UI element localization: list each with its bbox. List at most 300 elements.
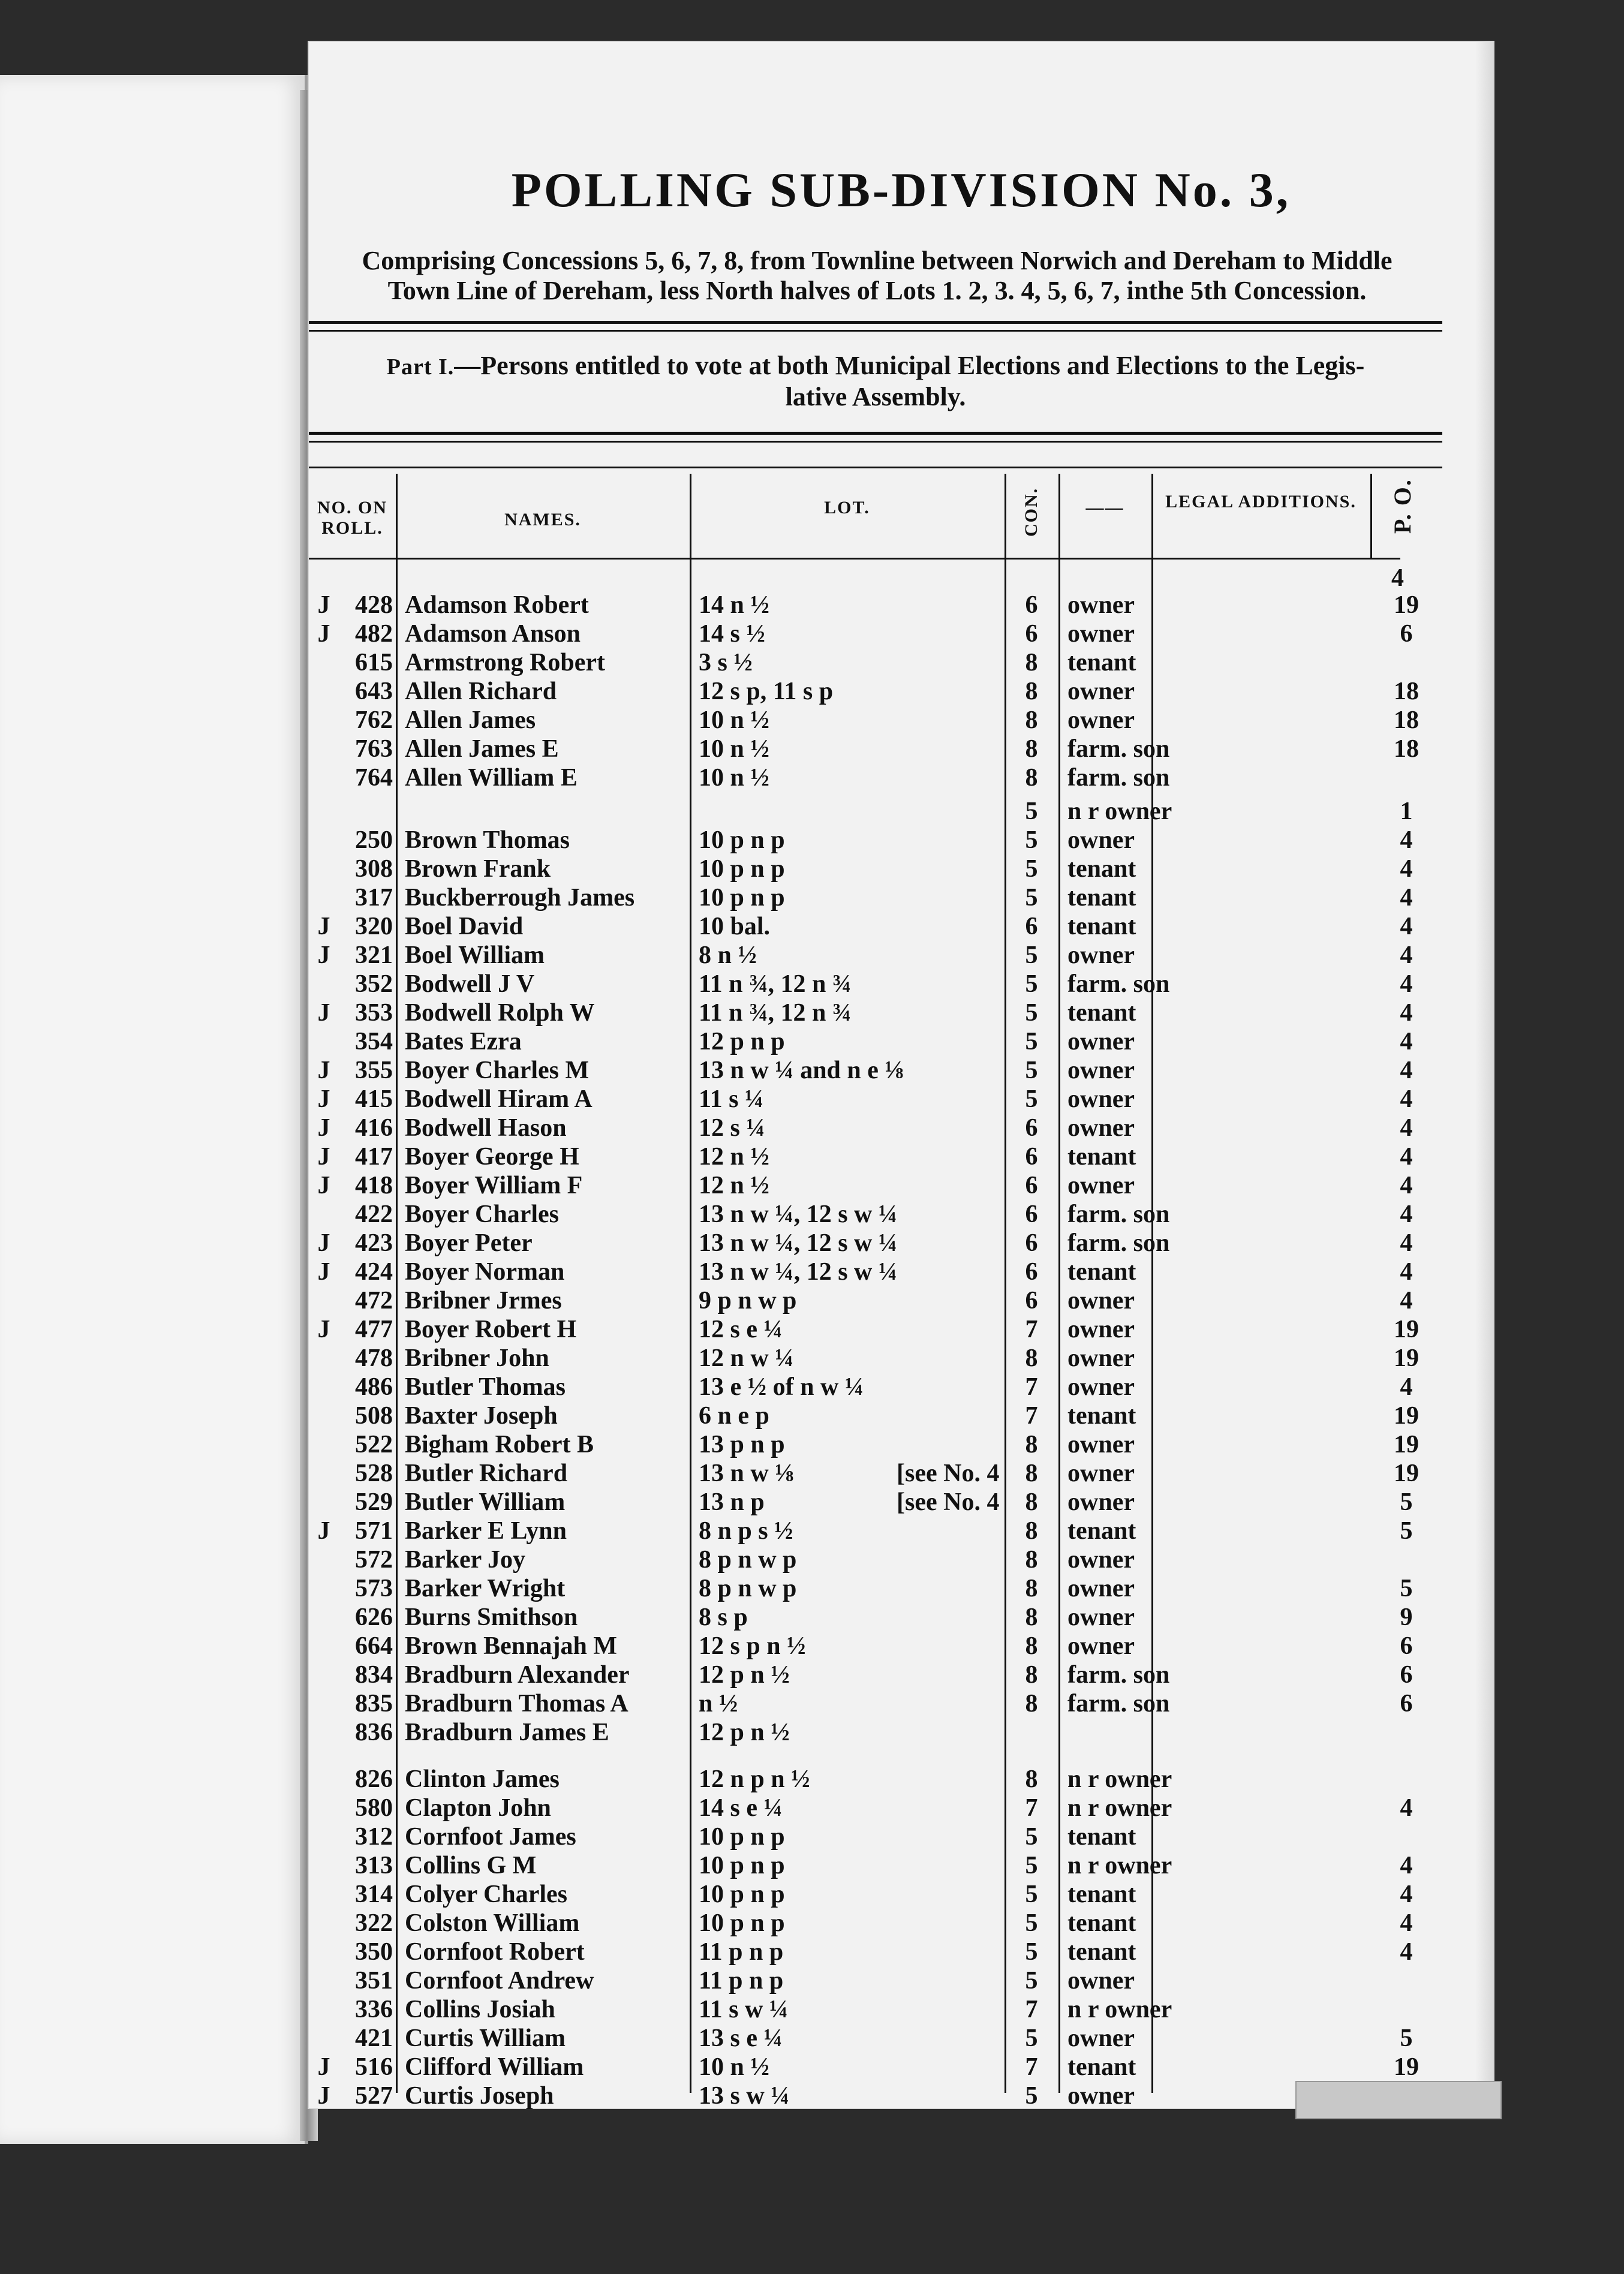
lot-description: 13 p n p: [699, 1431, 785, 1458]
legal-addition: tenant: [1067, 855, 1136, 883]
table-row: [309, 2082, 1445, 2110]
lot-description: 13 s e ¼: [699, 2025, 783, 2052]
header-legal-additions: LEGAL ADDITIONS.: [1165, 492, 1357, 512]
rate-j-marker: J: [317, 2082, 330, 2110]
header-po: P. O.: [1389, 479, 1416, 534]
roll-number: 836: [355, 1719, 393, 1746]
roll-number: 321: [355, 942, 393, 969]
po-top-value: 4: [1391, 564, 1404, 592]
legal-addition: owner: [1067, 1546, 1135, 1574]
concession-number: 6: [1025, 1114, 1038, 1142]
legal-addition: tenant: [1067, 1258, 1136, 1286]
legal-addition: owner: [1067, 1316, 1135, 1343]
post-office-number: 6: [1400, 620, 1413, 648]
post-office-number: 4: [1400, 1852, 1413, 1879]
voters-table: [309, 474, 1445, 2110]
header-con: CON.: [1021, 487, 1041, 537]
lot-description: 13 n w ⅛: [699, 1460, 794, 1487]
lot-description: 14 s e ¼: [699, 1794, 783, 1822]
lot-description: 10 p n p: [699, 826, 785, 854]
post-office-number: 4: [1400, 1881, 1413, 1908]
concession-number: 5: [1025, 1085, 1038, 1113]
table-row: [309, 1488, 1445, 1517]
post-office-number: 4: [1400, 1229, 1413, 1257]
roll-number: 320: [355, 913, 393, 940]
table-row: [309, 1851, 1445, 1880]
roll-number: 835: [355, 1690, 393, 1717]
voter-name: Baxter Joseph: [405, 1402, 558, 1430]
roll-number: 834: [355, 1661, 393, 1689]
page-title: POLLING SUB-DIVISION No. 3,: [511, 163, 1291, 217]
header-lot: LOT.: [824, 498, 870, 518]
post-office-number: 1: [1400, 798, 1413, 825]
part-text-1: —Persons entitled to vote at both Municipal Elections and Elections to the Legis-: [454, 351, 1365, 380]
rate-j-marker: J: [317, 1258, 330, 1286]
post-office-number: 19: [1394, 1316, 1419, 1343]
concession-number: 8: [1025, 706, 1038, 734]
table-row: [309, 1258, 1445, 1286]
post-office-number: 5: [1400, 1517, 1413, 1545]
lot-description: 10 p n p: [699, 884, 785, 912]
voter-name: Barker E Lynn: [405, 1517, 567, 1545]
legal-addition: owner: [1067, 1575, 1135, 1602]
concession-number: 6: [1025, 1287, 1038, 1315]
voter-name: Boel William: [405, 942, 545, 969]
voter-name: Bodwell J V: [405, 970, 535, 998]
table-row: [309, 1545, 1445, 1574]
voter-name: Brown Bennajah M: [405, 1632, 617, 1660]
post-office-number: 4: [1400, 1028, 1413, 1055]
post-office-number: 18: [1394, 678, 1419, 705]
roll-number: 336: [355, 1996, 393, 2023]
table-row: [309, 1880, 1445, 1909]
legal-addition: owner: [1067, 1488, 1135, 1516]
post-office-number: 18: [1394, 735, 1419, 763]
voter-name: Bodwell Rolph W: [405, 999, 595, 1027]
voter-name: Allen James E: [405, 735, 559, 763]
concession-number: 6: [1025, 1229, 1038, 1257]
lot-description: 12 s p n ½: [699, 1632, 806, 1660]
voter-name: Adamson Robert: [405, 591, 589, 619]
concession-number: 6: [1025, 1201, 1038, 1228]
roll-number: 352: [355, 970, 393, 998]
voter-name: Colston William: [405, 1909, 580, 1937]
voter-name: Allen Richard: [405, 678, 557, 705]
roll-number: 308: [355, 855, 393, 883]
voter-name: Boyer George H: [405, 1143, 579, 1171]
table-row: [309, 1966, 1445, 1995]
table-row: [309, 1200, 1445, 1229]
voter-name: Brown Frank: [405, 855, 551, 883]
roll-number: 529: [355, 1488, 393, 1516]
roll-number: 826: [355, 1765, 393, 1793]
concession-number: 5: [1025, 1967, 1038, 1995]
lot-description: 12 n p n ½: [699, 1765, 810, 1793]
legal-addition: tenant: [1067, 1881, 1136, 1908]
lot-description: 12 s p, 11 s p: [699, 678, 834, 705]
binding-strip: [1295, 2081, 1502, 2119]
legal-addition: owner: [1067, 1028, 1135, 1055]
table-row: [309, 1794, 1445, 1822]
legal-addition: owner: [1067, 1967, 1135, 1995]
voter-name: Cornfoot James: [405, 1823, 576, 1851]
legal-addition: owner: [1067, 1172, 1135, 1199]
table-row: [309, 970, 1445, 998]
rate-j-marker: J: [317, 999, 330, 1027]
concession-number: 5: [1025, 1057, 1038, 1084]
concession-number: 8: [1025, 1488, 1038, 1516]
concession-number: 7: [1025, 2053, 1038, 2081]
table-row: [309, 1085, 1445, 1114]
roll-number: 572: [355, 1546, 393, 1574]
concession-number: 8: [1025, 1460, 1038, 1487]
roll-number: 418: [355, 1172, 393, 1199]
header-no-on-roll-line1: NO. ON: [317, 498, 387, 518]
legal-addition: tenant: [1067, 913, 1136, 940]
legal-addition: owner: [1067, 1287, 1135, 1315]
post-office-number: 4: [1400, 1201, 1413, 1228]
table-row: [309, 1114, 1445, 1142]
lot-description: 11 s w ¼: [699, 1996, 789, 2023]
legal-addition: tenant: [1067, 1823, 1136, 1851]
voter-name: Barker Wright: [405, 1575, 566, 1602]
table-row: [309, 677, 1445, 706]
lot-description: 8 n ½: [699, 942, 757, 969]
concession-number: 5: [1025, 1823, 1038, 1851]
concession-number: 5: [1025, 1028, 1038, 1055]
concession-number: 5: [1025, 1909, 1038, 1937]
lot-description: 13 n w ¼ and n e ⅛: [699, 1057, 904, 1084]
roll-number: 350: [355, 1938, 393, 1966]
table-row: [309, 2024, 1445, 2053]
legal-addition: farm. son: [1067, 764, 1170, 792]
post-office-number: 4: [1400, 1909, 1413, 1937]
post-office-number: 4: [1400, 1172, 1413, 1199]
cross-reference-note: [see No. 4: [897, 1460, 1000, 1487]
post-office-number: 4: [1400, 884, 1413, 912]
voter-name: Allen James: [405, 706, 536, 734]
voter-name: Boyer Norman: [405, 1258, 565, 1286]
post-office-number: 4: [1400, 1114, 1413, 1142]
rate-j-marker: J: [317, 1114, 330, 1142]
concession-number: 5: [1025, 1938, 1038, 1966]
divider-rule: [309, 432, 1442, 435]
voter-name: Colyer Charles: [405, 1881, 568, 1908]
cross-reference-note: [see No. 4: [897, 1488, 1000, 1516]
concession-number: 7: [1025, 1316, 1038, 1343]
legal-addition: farm. son: [1067, 1661, 1170, 1689]
post-office-number: 4: [1400, 1373, 1413, 1401]
lot-description: 12 s e ¼: [699, 1316, 783, 1343]
post-office-number: 4: [1400, 999, 1413, 1027]
table-row: [309, 763, 1445, 792]
lot-description: 8 s p: [699, 1604, 748, 1631]
lot-description: 12 p n ½: [699, 1719, 790, 1746]
lot-description: 12 s ¼: [699, 1114, 765, 1142]
part-heading: [309, 351, 1442, 412]
roll-number: 508: [355, 1402, 393, 1430]
legal-addition: farm. son: [1067, 970, 1170, 998]
post-office-number: 6: [1400, 1632, 1413, 1660]
post-office-number: 5: [1400, 1575, 1413, 1602]
legal-addition: owner: [1067, 1085, 1135, 1113]
lot-description: 6 n e p: [699, 1402, 769, 1430]
page-edge: [1475, 42, 1493, 2108]
legal-addition: n r owner: [1067, 1765, 1172, 1793]
header-names: NAMES.: [504, 510, 581, 530]
legal-addition: owner: [1067, 942, 1135, 969]
lot-description: 12 p n ½: [699, 1661, 790, 1689]
table-row: [309, 1056, 1445, 1085]
lot-description: 12 p n p: [699, 1028, 785, 1055]
voter-name: Boyer Peter: [405, 1229, 533, 1257]
legal-addition: owner: [1067, 620, 1135, 648]
lot-description: 13 e ½ of n w ¼: [699, 1373, 864, 1401]
voter-name: Bradburn Thomas A: [405, 1690, 628, 1717]
post-office-number: 4: [1400, 970, 1413, 998]
roll-number: 580: [355, 1794, 393, 1822]
roll-number: 477: [355, 1316, 393, 1343]
rate-j-marker: J: [317, 1085, 330, 1113]
table-row: [309, 1229, 1445, 1258]
table-row: [309, 1995, 1445, 2024]
voter-name: Curtis Joseph: [405, 2082, 554, 2110]
concession-number: 6: [1025, 1172, 1038, 1199]
concession-number: 5: [1025, 2025, 1038, 2052]
concession-number: 8: [1025, 1517, 1038, 1545]
voter-name: Boel David: [405, 913, 524, 940]
voter-name: Buckberrough James: [405, 884, 635, 912]
roll-number: 422: [355, 1201, 393, 1228]
table-row: [309, 1430, 1445, 1459]
lot-description: 10 n ½: [699, 764, 769, 792]
roll-number: 626: [355, 1604, 393, 1631]
legal-addition: tenant: [1067, 649, 1136, 676]
concession-number: 8: [1025, 1661, 1038, 1689]
roll-number: 764: [355, 764, 393, 792]
post-office-number: 4: [1400, 1057, 1413, 1084]
voter-name: Boyer Charles M: [405, 1057, 590, 1084]
roll-number: 312: [355, 1823, 393, 1851]
concession-number: 6: [1025, 620, 1038, 648]
voter-name: Armstrong Robert: [405, 649, 605, 676]
table-row: [309, 1344, 1445, 1373]
concession-number: 8: [1025, 1765, 1038, 1793]
concession-number: 7: [1025, 1402, 1038, 1430]
roll-number: 615: [355, 649, 393, 676]
roll-number: 527: [355, 2082, 393, 2110]
roll-number: 486: [355, 1373, 393, 1401]
concession-number: 8: [1025, 1604, 1038, 1631]
lot-description: 10 n ½: [699, 735, 769, 763]
concession-number: 7: [1025, 1373, 1038, 1401]
voter-name: Boyer Robert H: [405, 1316, 577, 1343]
concession-number: 8: [1025, 1690, 1038, 1717]
roll-number: 317: [355, 884, 393, 912]
header-no-on-roll: [309, 498, 396, 539]
header-dash: ——: [1085, 498, 1124, 518]
rate-j-marker: J: [317, 1057, 330, 1084]
lot-description: 12 n ½: [699, 1172, 769, 1199]
table-row: [309, 1938, 1445, 1966]
table-row: [309, 1603, 1445, 1632]
legal-addition: owner: [1067, 706, 1135, 734]
legal-addition: owner: [1067, 1604, 1135, 1631]
lot-description: 11 s ¼: [699, 1085, 764, 1113]
legal-addition: tenant: [1067, 1143, 1136, 1171]
post-office-number: 9: [1400, 1604, 1413, 1631]
table-row: [309, 648, 1445, 677]
concession-number: 6: [1025, 1143, 1038, 1171]
concession-number: 5: [1025, 826, 1038, 854]
legal-addition: farm. son: [1067, 1201, 1170, 1228]
lot-description: 10 p n p: [699, 1881, 785, 1908]
legal-addition: owner: [1067, 1632, 1135, 1660]
legal-addition: owner: [1067, 2082, 1135, 2110]
table-row: [309, 1171, 1445, 1200]
concession-number: 8: [1025, 735, 1038, 763]
legal-addition: tenant: [1067, 1909, 1136, 1937]
concession-number: 8: [1025, 1344, 1038, 1372]
description-line-1: Comprising Concessions 5, 6, 7, 8, from Townline between Norwich and Dereham to Middle: [362, 246, 1393, 275]
roll-number: 478: [355, 1344, 393, 1372]
lot-description: 11 n ¾, 12 n ¾: [699, 999, 852, 1027]
rate-j-marker: J: [317, 1143, 330, 1171]
roll-number: 415: [355, 1085, 393, 1113]
post-office-number: 19: [1394, 1460, 1419, 1487]
post-office-number: 5: [1400, 1488, 1413, 1516]
roll-number: 421: [355, 2025, 393, 2052]
voter-name: Collins G M: [405, 1852, 537, 1879]
voter-name: Boyer William F: [405, 1172, 583, 1199]
legal-addition: tenant: [1067, 1938, 1136, 1966]
concession-number: 8: [1025, 1546, 1038, 1574]
lot-description: 11 p n p: [699, 1938, 784, 1966]
table-row: [309, 912, 1445, 941]
lot-description: n ½: [699, 1690, 738, 1717]
legal-addition: owner: [1067, 1114, 1135, 1142]
legal-addition: n r owner: [1067, 1996, 1172, 2023]
voter-name: Adamson Anson: [405, 620, 581, 648]
roll-number: 353: [355, 999, 393, 1027]
table-row: [309, 797, 1445, 826]
roll-number: 250: [355, 826, 393, 854]
rate-j-marker: J: [317, 1517, 330, 1545]
roll-number: 428: [355, 591, 393, 619]
voter-name: Bodwell Hiram A: [405, 1085, 593, 1113]
roll-number: 643: [355, 678, 393, 705]
table-row: [309, 735, 1445, 763]
roll-number: 573: [355, 1575, 393, 1602]
post-office-number: 5: [1400, 2025, 1413, 2052]
voter-name: Butler Richard: [405, 1460, 568, 1487]
voter-name: Brown Thomas: [405, 826, 570, 854]
roll-number: 522: [355, 1431, 393, 1458]
lot-description: 13 n w ¼, 12 s w ¼: [699, 1201, 898, 1228]
concession-number: 5: [1025, 1881, 1038, 1908]
legal-addition: tenant: [1067, 1517, 1136, 1545]
post-office-number: 4: [1400, 913, 1413, 940]
legal-addition: farm. son: [1067, 1229, 1170, 1257]
legal-addition: owner: [1067, 1344, 1135, 1372]
post-office-number: 6: [1400, 1690, 1413, 1717]
post-office-number: 19: [1394, 1431, 1419, 1458]
voter-name: Allen William E: [405, 764, 578, 792]
table-row: [309, 883, 1445, 912]
voter-name: Bribner John: [405, 1344, 549, 1372]
lot-description: 9 p n w p: [699, 1287, 797, 1315]
concession-number: 8: [1025, 1632, 1038, 1660]
voter-name: Cornfoot Andrew: [405, 1967, 594, 1995]
rate-j-marker: J: [317, 1172, 330, 1199]
lot-description: 11 p n p: [699, 1967, 784, 1995]
concession-number: 5: [1025, 798, 1038, 825]
lot-description: 11 n ¾, 12 n ¾: [699, 970, 852, 998]
table-row: [309, 1632, 1445, 1661]
legal-addition: owner: [1067, 678, 1135, 705]
voter-name: Collins Josiah: [405, 1996, 555, 2023]
table-row: [309, 2053, 1445, 2082]
legal-addition: owner: [1067, 1431, 1135, 1458]
table-row: [309, 855, 1445, 883]
lot-description: 3 s ½: [699, 649, 753, 676]
table-row: [309, 941, 1445, 970]
voter-name: Clinton James: [405, 1765, 560, 1793]
voter-name: Bradburn James E: [405, 1719, 609, 1746]
voter-name: Bates Ezra: [405, 1028, 522, 1055]
table-row: [309, 998, 1445, 1027]
divider-rule-thin: [309, 330, 1442, 332]
concession-number: 5: [1025, 2082, 1038, 2110]
legal-addition: tenant: [1067, 1402, 1136, 1430]
roll-number: 314: [355, 1881, 393, 1908]
lot-description: 13 s w ¼: [699, 2082, 790, 2110]
concession-number: 8: [1025, 678, 1038, 705]
legal-addition: owner: [1067, 2025, 1135, 2052]
post-office-number: 4: [1400, 942, 1413, 969]
concession-number: 5: [1025, 884, 1038, 912]
description-line-2: Town Line of Dereham, less North halves of Lots 1. 2, 3. 4, 5, 6, 7, inthe 5th Concession.: [387, 276, 1367, 305]
table-row: [309, 1459, 1445, 1488]
roll-number: 528: [355, 1460, 393, 1487]
table-row: [309, 1315, 1445, 1344]
roll-number: 424: [355, 1258, 393, 1286]
concession-number: 5: [1025, 999, 1038, 1027]
table-row: [309, 826, 1445, 855]
legal-addition: tenant: [1067, 884, 1136, 912]
legal-addition: farm. son: [1067, 735, 1170, 763]
table-row: [309, 1027, 1445, 1056]
legal-addition: n r owner: [1067, 1852, 1172, 1879]
legal-addition: owner: [1067, 591, 1135, 619]
concession-number: 5: [1025, 855, 1038, 883]
roll-number: 417: [355, 1143, 393, 1171]
roll-number: 416: [355, 1114, 393, 1142]
post-office-number: 19: [1394, 591, 1419, 619]
voter-name: Bigham Robert B: [405, 1431, 594, 1458]
table-top-rule: [309, 467, 1442, 468]
divider-rule-thin: [309, 441, 1442, 443]
document-page: [309, 42, 1493, 2108]
roll-number: 762: [355, 706, 393, 734]
voter-name: Cornfoot Robert: [405, 1938, 585, 1966]
lot-description: 8 n p s ½: [699, 1517, 793, 1545]
roll-number: 664: [355, 1632, 393, 1660]
voter-name: Barker Joy: [405, 1546, 526, 1574]
rate-j-marker: J: [317, 2053, 330, 2081]
roll-number: 355: [355, 1057, 393, 1084]
post-office-number: 19: [1394, 1402, 1419, 1430]
